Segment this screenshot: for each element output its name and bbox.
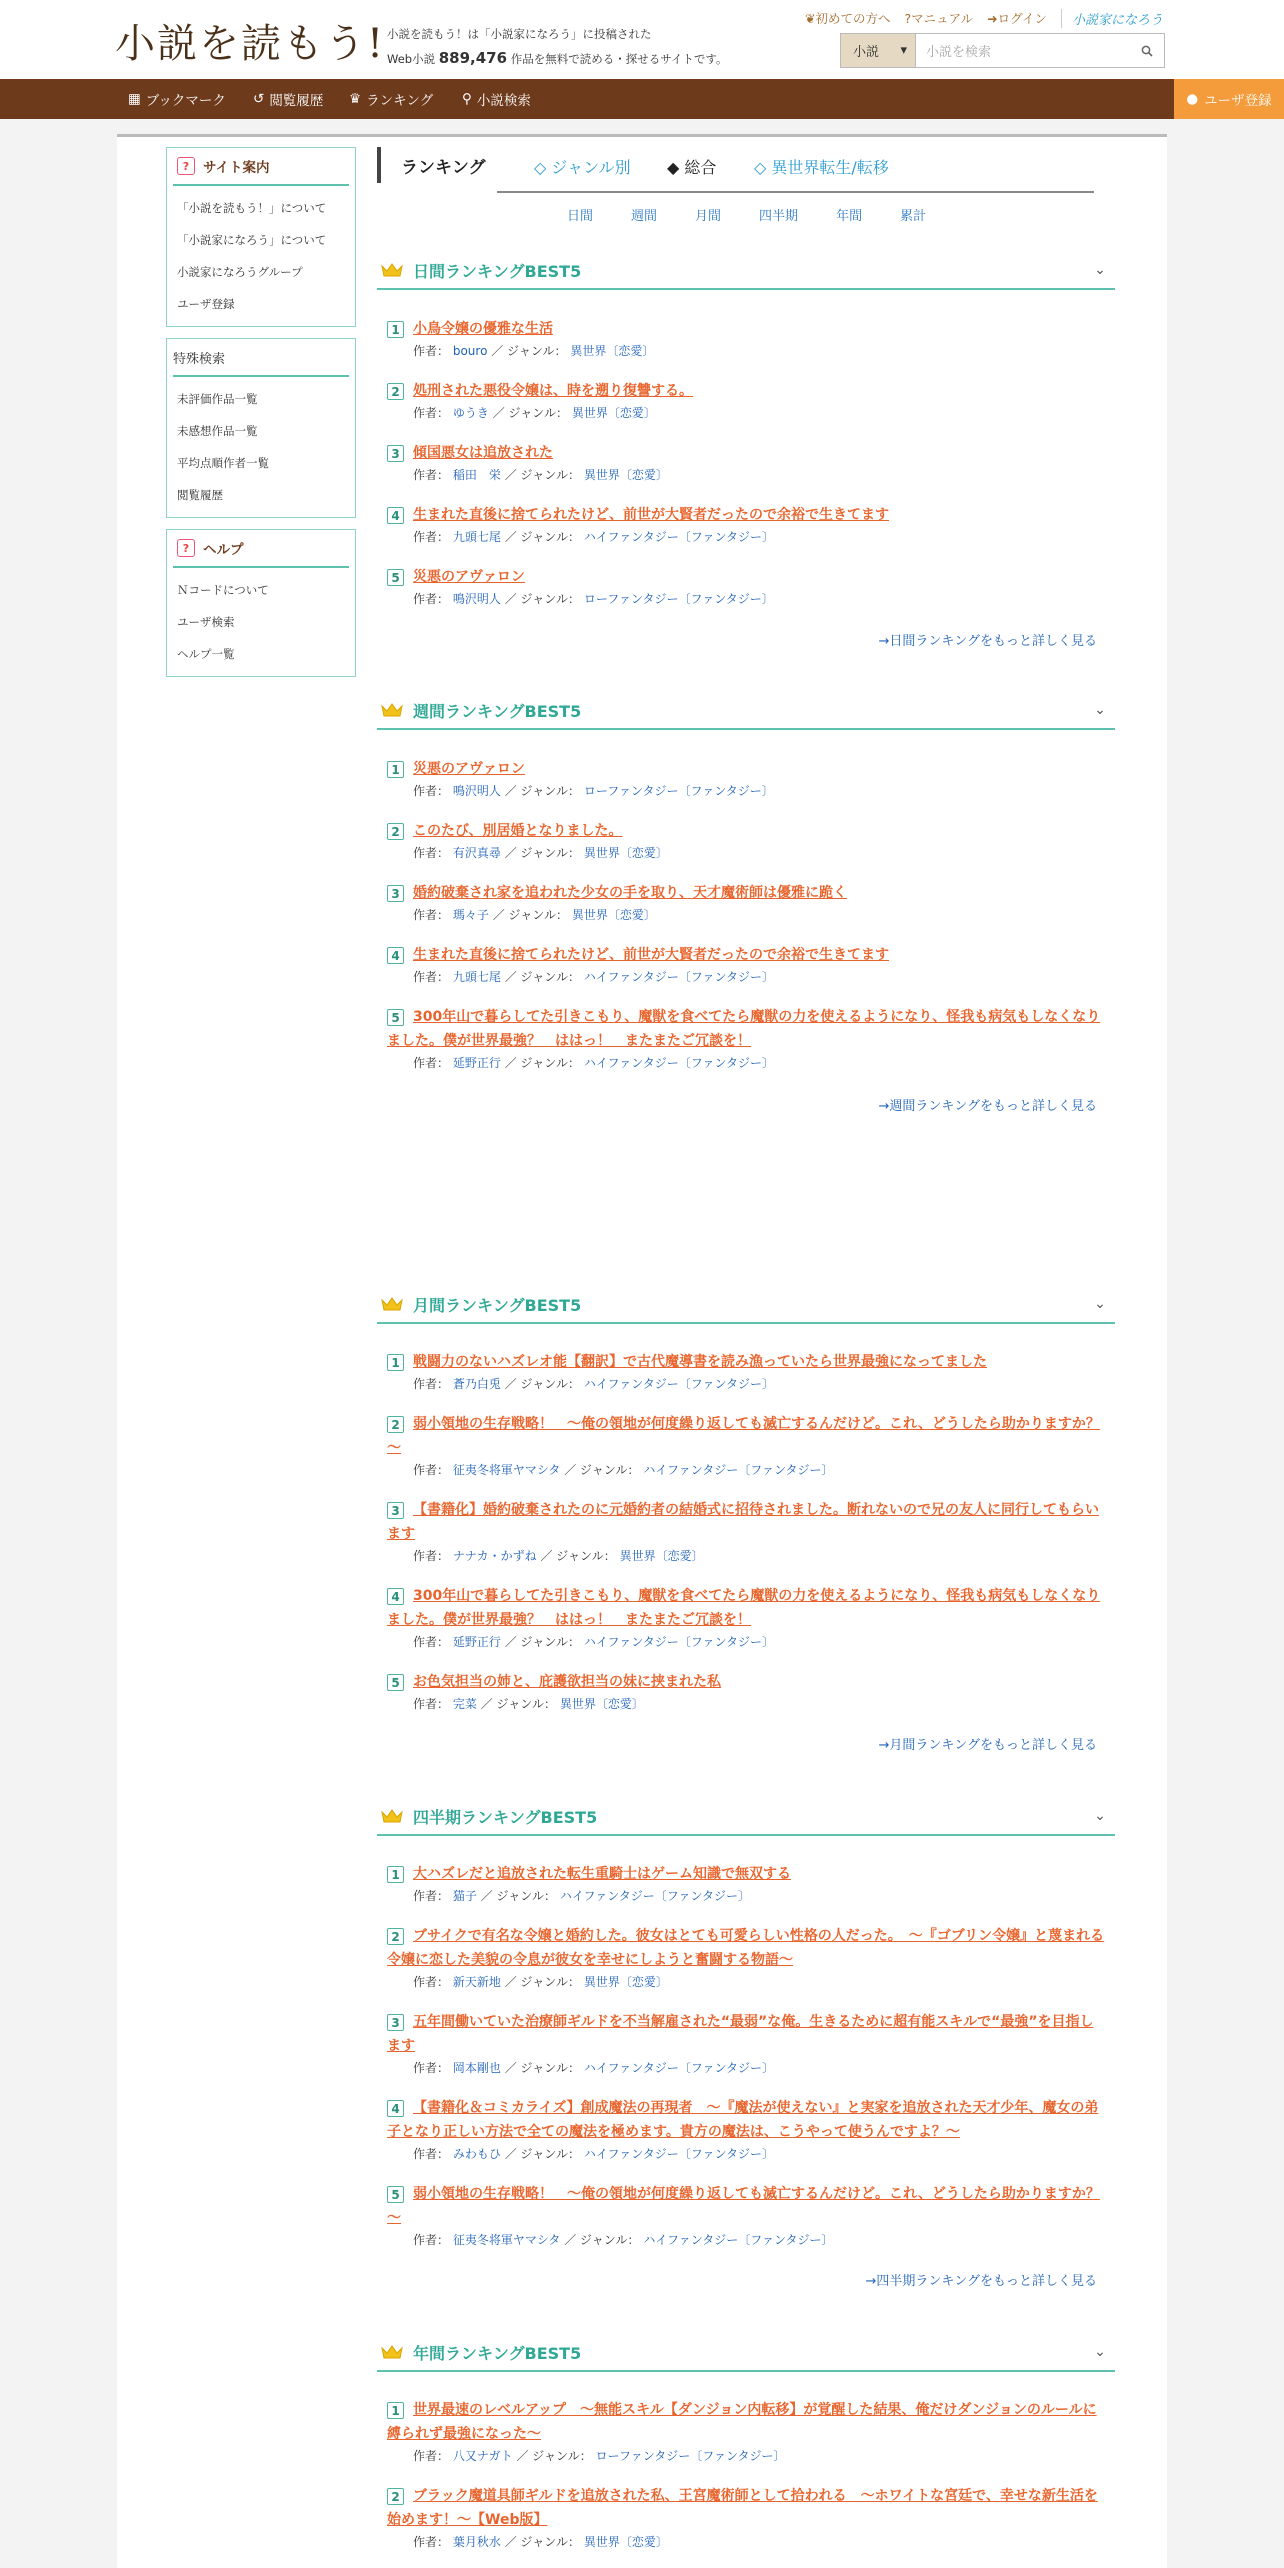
novel-title-link[interactable]: 1 戦闘力のないハズレオ能【翻訳】で古代魔導書を読み漁っていたら世界最強になってました bbox=[387, 1350, 1107, 1374]
meta-separator: ／ bbox=[480, 1889, 493, 1903]
author-link[interactable]: bouro bbox=[452, 344, 488, 358]
crown-icon bbox=[381, 1296, 403, 1312]
author-link[interactable]: 延野正行 bbox=[452, 1635, 501, 1649]
section-title: 月間ランキングBEST5 bbox=[413, 1295, 582, 1315]
novel-meta bbox=[387, 589, 1107, 609]
author-link[interactable]: 九頭七尾 bbox=[452, 530, 501, 544]
genre-link[interactable]: ハイファンタジー〔ファンタジー〕 bbox=[643, 1463, 834, 1477]
author-link[interactable]: 瑪々子 bbox=[452, 908, 489, 922]
rank-number: 2 bbox=[387, 2488, 404, 2505]
nav-search[interactable]: ⚲ 小説検索 bbox=[462, 91, 531, 109]
genre-link[interactable]: ハイファンタジー〔ファンタジー〕 bbox=[583, 970, 775, 984]
author-label: 作者： bbox=[413, 344, 450, 358]
crown-icon bbox=[381, 702, 403, 718]
crown-icon: ♛ bbox=[349, 91, 362, 107]
novel-title-link[interactable]: 2 ブラック魔道具師ギルドを追放された私、王宮魔術師として拾われる ～ホワイトな宮廷で、幸せな新生活を始めます！～【Web版】 bbox=[387, 2488, 1098, 2528]
novel-meta bbox=[387, 781, 1107, 801]
rank-number: 1 bbox=[387, 761, 404, 778]
genre-link[interactable]: 異世界〔恋愛〕 bbox=[619, 1549, 704, 1563]
tab-genre[interactable]: ◇ ジャンル別 bbox=[534, 158, 631, 177]
meta-separator: ／ bbox=[504, 1975, 517, 1989]
meta-separator: ／ bbox=[504, 1377, 517, 1391]
author-label: 作者： bbox=[413, 1635, 450, 1649]
author-link[interactable]: 完菜 bbox=[452, 1697, 477, 1711]
author-link[interactable]: 新天新地 bbox=[452, 1975, 501, 1989]
ranking-item bbox=[387, 565, 1107, 609]
novel-meta bbox=[387, 967, 1107, 987]
sidebar-item-narou-group[interactable]: 小説家になろうグループ bbox=[177, 265, 303, 279]
author-label: 作者： bbox=[413, 406, 450, 420]
ranking-item bbox=[387, 943, 1107, 987]
more-ranking-link[interactable]: →月間ランキングをもっと詳しく見る bbox=[878, 1738, 1097, 1753]
genre-link[interactable]: ローファンタジー〔ファンタジー〕 bbox=[583, 784, 774, 798]
narou-brand-link[interactable]: 小説家になろう bbox=[1061, 9, 1163, 28]
genre-label: ジャンル： bbox=[520, 784, 580, 798]
search-input[interactable]: 小説を検索 bbox=[926, 45, 992, 60]
genre-label: ジャンル： bbox=[520, 2147, 580, 2161]
author-link[interactable]: 征夷冬将軍ヤマシタ bbox=[452, 2233, 561, 2247]
period-monthly[interactable]: 月間 bbox=[695, 209, 722, 224]
rank-number: 1 bbox=[387, 321, 404, 338]
novel-meta bbox=[387, 1694, 1107, 1714]
genre-label: ジャンル： bbox=[520, 2535, 580, 2549]
author-label: 作者： bbox=[413, 2061, 450, 2075]
site-description bbox=[387, 22, 728, 71]
genre-link[interactable]: ローファンタジー〔ファンタジー〕 bbox=[583, 592, 774, 606]
author-label: 作者： bbox=[413, 468, 450, 482]
novel-title-link[interactable]: 4 生まれた直後に捨てられたけど、前世が大賢者だったので余裕で生きてます bbox=[387, 943, 1107, 967]
meta-separator: ／ bbox=[516, 2449, 529, 2463]
genre-label: ジャンル： bbox=[520, 468, 580, 482]
genre-link[interactable]: ハイファンタジー〔ファンタジー〕 bbox=[583, 2061, 775, 2075]
ranking-item bbox=[387, 503, 1107, 547]
novel-title-link[interactable]: 3 婚約破棄され家を追われた少女の手を取り、天才魔術師は優雅に跪く bbox=[387, 881, 1107, 905]
novel-title-link[interactable]: 5 弱小領地の生存戦略！ ～俺の領地が何度繰り返しても滅亡するんだけど。これ、どうしたら助かりますか？～ bbox=[387, 2186, 1100, 2226]
author-label: 作者： bbox=[413, 1697, 450, 1711]
genre-link[interactable]: 異世界〔恋愛〕 bbox=[583, 846, 668, 860]
novel-title-link[interactable]: 3 【書籍化】婚約破棄されたのに元婚約者の結婚式に招待されました。断れないので兄の友人に同行してもらいます bbox=[387, 1502, 1099, 1542]
meta-separator: ／ bbox=[480, 1697, 493, 1711]
site-header bbox=[0, 0, 1284, 79]
sidebar-item-help-list[interactable]: ヘルプ一覧 bbox=[177, 647, 235, 661]
section-title: 日間ランキングBEST5 bbox=[413, 261, 582, 281]
ranking-item bbox=[387, 317, 1107, 361]
section-title: 週間ランキングBEST5 bbox=[413, 701, 582, 721]
ranking-item bbox=[387, 1412, 1107, 1480]
novel-title-link[interactable]: 4 生まれた直後に捨てられたけど、前世が大賢者だったので余裕で生きてます bbox=[387, 503, 1107, 527]
nav-history[interactable]: ↺ 閲覧履歴 bbox=[253, 91, 324, 109]
ranking-item bbox=[387, 1350, 1107, 1394]
novel-meta bbox=[387, 1460, 1107, 1480]
genre-label: ジャンル： bbox=[520, 846, 580, 860]
sidebar-item-user-register[interactable]: ユーザ登録 bbox=[177, 297, 235, 311]
novel-meta bbox=[387, 843, 1107, 863]
site-logo[interactable]: 小説を読もう! bbox=[115, 21, 386, 67]
user-register-button[interactable]: ● ユーザ登録 bbox=[1174, 79, 1284, 119]
ranking-item bbox=[387, 2096, 1107, 2164]
novel-meta bbox=[387, 1972, 1107, 1992]
novel-title-link[interactable]: 3 五年間働いていた治療師ギルドを不当解雇された“最弱”な俺。生きるために超有能スキルで“最強”を目指します bbox=[387, 2014, 1094, 2054]
genre-link[interactable]: 異世界〔恋愛〕 bbox=[571, 908, 656, 922]
more-ranking-link[interactable]: →四半期ランキングをもっと詳しく見る bbox=[865, 2274, 1097, 2289]
meta-separator: ／ bbox=[492, 406, 505, 420]
novel-meta bbox=[387, 1632, 1107, 1652]
login-icon: ➜ bbox=[987, 11, 998, 26]
meta-separator: ／ bbox=[504, 1635, 517, 1649]
crown-icon bbox=[381, 1808, 403, 1824]
meta-separator: ／ bbox=[504, 468, 517, 482]
meta-separator: ／ bbox=[504, 846, 517, 860]
ranking-item bbox=[387, 1924, 1107, 1992]
author-label: 作者： bbox=[413, 1377, 450, 1391]
rank-number: 5 bbox=[387, 569, 404, 586]
genre-label: ジャンル： bbox=[520, 592, 580, 606]
genre-link[interactable]: ハイファンタジー〔ファンタジー〕 bbox=[583, 1635, 775, 1649]
genre-link[interactable]: ハイファンタジー〔ファンタジー〕 bbox=[583, 1377, 775, 1391]
rank-number: 3 bbox=[387, 2014, 404, 2031]
chevron-down-icon[interactable]: ⌄ bbox=[1094, 1296, 1106, 1312]
more-ranking-link[interactable]: →日間ランキングをもっと詳しく見る bbox=[878, 634, 1097, 649]
chevron-down-icon[interactable]: ⌄ bbox=[1094, 2344, 1106, 2360]
novel-meta bbox=[387, 2446, 1107, 2466]
ranking-item bbox=[387, 2010, 1107, 2078]
genre-label: ジャンル： bbox=[580, 2233, 640, 2247]
meta-separator: ／ bbox=[564, 2233, 577, 2247]
main-content bbox=[117, 137, 1167, 2568]
genre-label: ジャンル： bbox=[520, 1056, 580, 1070]
sidebar-item-ncode[interactable]: Ｎコードについて bbox=[177, 583, 269, 597]
more-ranking-link[interactable]: →週間ランキングをもっと詳しく見る bbox=[878, 1099, 1097, 1114]
meta-separator: ／ bbox=[504, 2061, 517, 2075]
meta-separator: ／ bbox=[540, 1549, 553, 1563]
top-links bbox=[805, 9, 1163, 28]
period-daily[interactable]: 日間 bbox=[567, 209, 594, 224]
site-description-line1: 小説を読もう！は「小説家になろう」に投稿された bbox=[387, 27, 652, 41]
novel-title-link[interactable]: 2 処刑された悪役令嬢は、時を遡り復讐する。 bbox=[387, 379, 1107, 403]
crown-icon bbox=[381, 262, 403, 278]
novel-count: 889,476 bbox=[438, 49, 508, 67]
user-icon: ● bbox=[1186, 91, 1199, 107]
rank-number: 4 bbox=[387, 2100, 404, 2117]
search-type-select[interactable]: 小説 ▾ bbox=[841, 34, 916, 67]
section-title: 年間ランキングBEST5 bbox=[413, 2343, 582, 2363]
site-description-line2 bbox=[387, 46, 728, 71]
genre-label: ジャンル： bbox=[508, 908, 568, 922]
author-label: 作者： bbox=[413, 592, 450, 606]
rank-number: 3 bbox=[387, 885, 404, 902]
sidebar-item-unrated[interactable]: 未評価作品一覧 bbox=[177, 392, 258, 406]
rank-number: 3 bbox=[387, 445, 404, 462]
tab-overall[interactable]: ◆ 総合 bbox=[667, 158, 717, 177]
novel-title-link[interactable]: 5 災悪のアヴァロン bbox=[387, 565, 1107, 589]
novel-title-link[interactable]: 5 お色気担当の姉と、庇護欲担当の妹に挟まれた私 bbox=[387, 1670, 1107, 1694]
author-label: 作者： bbox=[413, 784, 450, 798]
author-link[interactable]: 鳴沢明人 bbox=[452, 592, 501, 606]
novel-meta bbox=[387, 341, 1107, 361]
meta-separator: ／ bbox=[504, 2535, 517, 2549]
sidebar-item-about-yomou[interactable]: 「小説を読もう！」について bbox=[177, 201, 327, 215]
author-link[interactable]: 葉月秋水 bbox=[452, 2535, 501, 2549]
author-label: 作者： bbox=[413, 1889, 450, 1903]
rank-number: 1 bbox=[387, 1354, 404, 1371]
chevron-down-icon[interactable]: ⌄ bbox=[1094, 262, 1106, 278]
meta-separator: ／ bbox=[504, 784, 517, 798]
novel-title-link[interactable]: 1 小鳥令嬢の優雅な生活 bbox=[387, 317, 1107, 341]
ranking-section-header[interactable] bbox=[377, 2334, 1115, 2372]
ranking-item bbox=[387, 2398, 1107, 2466]
search-button[interactable] bbox=[1130, 34, 1164, 67]
novel-title-link[interactable]: 4 300年山で暮らしてた引きこもり、魔獣を食べてたら魔獣の力を使えるようになり、怪我も病気もしなくなりました。僕が世界最強？ ははっ！ またまたご冗談を！ bbox=[387, 1588, 1101, 1628]
genre-link[interactable]: ローファンタジー〔ファンタジー〕 bbox=[595, 2449, 786, 2463]
chevron-down-icon: ▾ bbox=[900, 43, 907, 58]
chevron-down-icon[interactable]: ⌄ bbox=[1094, 702, 1106, 718]
rank-number: 3 bbox=[387, 1502, 404, 1519]
genre-link[interactable]: ハイファンタジー〔ファンタジー〕 bbox=[559, 1889, 751, 1903]
sidebar-item-avg-authors[interactable]: 平均点順作者一覧 bbox=[177, 456, 269, 470]
genre-label: ジャンル： bbox=[532, 2449, 592, 2463]
sidebar-guide bbox=[166, 147, 356, 327]
nav-bookmark[interactable]: ▦ ブックマーク bbox=[128, 91, 226, 109]
novel-meta bbox=[387, 905, 1107, 925]
search-icon bbox=[1141, 45, 1153, 57]
rank-number: 4 bbox=[387, 507, 404, 524]
period-weekly[interactable]: 週間 bbox=[631, 209, 658, 224]
novel-meta bbox=[387, 527, 1107, 547]
genre-label: ジャンル： bbox=[507, 344, 567, 358]
rank-number: 2 bbox=[387, 1928, 404, 1945]
novel-title-link[interactable]: 1 災悪のアヴァロン bbox=[387, 757, 1107, 781]
genre-label: ジャンル： bbox=[496, 1697, 556, 1711]
period-yearly[interactable]: 年間 bbox=[836, 209, 863, 224]
novel-meta bbox=[387, 2230, 1107, 2250]
tab-underline bbox=[497, 191, 1094, 193]
author-link[interactable]: 稲田 栄 bbox=[452, 468, 501, 482]
question-icon: ? bbox=[177, 539, 195, 557]
author-link[interactable]: 九頭七尾 bbox=[452, 970, 501, 984]
ranking-item bbox=[387, 1005, 1107, 1073]
author-label: 作者： bbox=[413, 1549, 450, 1563]
author-label: 作者： bbox=[413, 908, 450, 922]
sidebar-help bbox=[166, 529, 356, 677]
author-label: 作者： bbox=[413, 2449, 450, 2463]
ranking-tabbar bbox=[377, 147, 1094, 192]
book-icon: ❦ bbox=[804, 11, 816, 26]
list-icon: ▦ bbox=[128, 91, 141, 107]
novel-meta bbox=[387, 1886, 1107, 1906]
author-link[interactable]: 鳴沢明人 bbox=[452, 784, 501, 798]
author-label: 作者： bbox=[413, 2233, 450, 2247]
author-label: 作者： bbox=[413, 2147, 450, 2161]
sidebar-special bbox=[166, 338, 356, 518]
manual-link[interactable]: ?マニュアル bbox=[904, 11, 974, 26]
author-link[interactable]: 蒼乃白兎 bbox=[452, 1377, 501, 1391]
period-total[interactable]: 累計 bbox=[900, 209, 927, 224]
period-links bbox=[567, 205, 964, 224]
author-label: 作者： bbox=[413, 530, 450, 544]
login-link[interactable]: ➜ログイン bbox=[987, 11, 1047, 26]
ranking-section-header[interactable] bbox=[377, 252, 1115, 290]
author-label: 作者： bbox=[413, 1975, 450, 1989]
beginner-link[interactable]: ❦初めての方へ bbox=[804, 11, 891, 26]
crown-icon bbox=[381, 2344, 403, 2360]
genre-link[interactable]: 異世界〔恋愛〕 bbox=[570, 344, 655, 358]
genre-label: ジャンル： bbox=[496, 1889, 556, 1903]
ranking-item bbox=[387, 2182, 1107, 2250]
ranking-item bbox=[387, 441, 1107, 485]
sidebar-guide-title: ? サイト案内 bbox=[173, 148, 349, 186]
author-link[interactable]: ゆうき bbox=[452, 406, 489, 420]
author-link[interactable]: ナナカ・かずね bbox=[452, 1549, 537, 1563]
page-title: ランキング bbox=[377, 147, 497, 183]
author-label: 作者： bbox=[413, 846, 450, 860]
meta-separator: ／ bbox=[504, 592, 517, 606]
ranking-item bbox=[387, 1862, 1107, 1906]
genre-link[interactable]: ハイファンタジー〔ファンタジー〕 bbox=[583, 2147, 775, 2161]
rank-number: 4 bbox=[387, 1588, 404, 1605]
search-box bbox=[840, 33, 1165, 68]
rank-number: 2 bbox=[387, 823, 404, 840]
novel-title-link[interactable]: 1 大ハズレだと追放された転生重騎士はゲーム知識で無双する bbox=[387, 1862, 1107, 1886]
meta-separator: ／ bbox=[491, 344, 504, 358]
genre-link[interactable]: ハイファンタジー〔ファンタジー〕 bbox=[583, 1056, 775, 1070]
author-label: 作者： bbox=[413, 1056, 450, 1070]
novel-title-link[interactable]: 2 ブサイクで有名な令嬢と婚約した。彼女はとても可愛らしい性格の人だった。 ～『ゴブリン令嬢』と蔑まれる令嬢に恋した美貌の令息が彼女を幸せにしようと奮闘する物語～ bbox=[387, 1928, 1105, 1968]
chevron-down-icon[interactable]: ⌄ bbox=[1094, 1808, 1106, 1824]
author-link[interactable]: 猫子 bbox=[452, 1889, 477, 1903]
novel-title-link[interactable]: 5 300年山で暮らしてた引きこもり、魔獣を食べてたら魔獣の力を使えるようになり、怪我も病気もしなくなりました。僕が世界最強？ ははっ！ またまたご冗談を！ bbox=[387, 1009, 1101, 1049]
question-icon: ? bbox=[177, 157, 195, 175]
genre-link[interactable]: 異世界〔恋愛〕 bbox=[583, 468, 668, 482]
rank-number: 5 bbox=[387, 1009, 404, 1026]
genre-label: ジャンル： bbox=[520, 530, 580, 544]
ranking-item bbox=[387, 819, 1107, 863]
author-link[interactable]: みわもひ bbox=[452, 2147, 501, 2161]
novel-meta bbox=[387, 2144, 1107, 2164]
meta-separator: ／ bbox=[564, 1463, 577, 1477]
meta-separator: ／ bbox=[504, 530, 517, 544]
meta-separator: ／ bbox=[504, 970, 517, 984]
author-label: 作者： bbox=[413, 1463, 450, 1477]
desc-suffix: 作品を無料で読める・探せるサイトです。 bbox=[510, 52, 728, 66]
novel-meta bbox=[387, 2532, 1107, 2552]
sidebar-item-no-review[interactable]: 未感想作品一覧 bbox=[177, 424, 258, 438]
ranking-item bbox=[387, 757, 1107, 801]
ranking-item bbox=[387, 379, 1107, 423]
ranking-item bbox=[387, 1584, 1107, 1652]
novel-title-link[interactable]: 4 【書籍化＆コミカライズ】創成魔法の再現者 ～『魔法が使えない』と実家を追放された天才少年、魔女の弟子となり正しい方法で全ての魔法を極めます。貴方の魔法は、こうやって使うんですよ？～ bbox=[387, 2100, 1099, 2140]
rank-number: 1 bbox=[387, 2402, 404, 2419]
genre-link[interactable]: 異世界〔恋愛〕 bbox=[583, 1975, 668, 1989]
genre-label: ジャンル： bbox=[520, 970, 580, 984]
sidebar-item-about-narou[interactable]: 「小説家になろう」について bbox=[177, 233, 327, 247]
genre-label: ジャンル： bbox=[520, 1635, 580, 1649]
main-nav bbox=[0, 79, 1284, 119]
rank-number: 4 bbox=[387, 947, 404, 964]
novel-meta bbox=[387, 1546, 1107, 1566]
ranking-item bbox=[387, 1498, 1107, 1566]
novel-meta bbox=[387, 1053, 1107, 1073]
genre-label: ジャンル： bbox=[520, 2061, 580, 2075]
author-label: 作者： bbox=[413, 970, 450, 984]
genre-link[interactable]: 異世界〔恋愛〕 bbox=[583, 2535, 668, 2549]
meta-separator: ／ bbox=[492, 908, 505, 922]
tab-isekai[interactable]: ◇ 異世界転生/転移 bbox=[754, 158, 889, 177]
author-link[interactable]: 征夷冬将軍ヤマシタ bbox=[452, 1463, 561, 1477]
search-icon: ⚲ bbox=[462, 91, 472, 107]
genre-link[interactable]: ハイファンタジー〔ファンタジー〕 bbox=[583, 530, 775, 544]
author-link[interactable]: 延野正行 bbox=[452, 1056, 501, 1070]
rank-number: 5 bbox=[387, 2186, 404, 2203]
history-icon: ↺ bbox=[253, 91, 265, 107]
sidebar-special-title: 特殊検索 bbox=[173, 339, 349, 377]
nav-ranking[interactable]: ♛ ランキング bbox=[349, 91, 434, 109]
section-title: 四半期ランキングBEST5 bbox=[413, 1807, 598, 1827]
ranking-item bbox=[387, 881, 1107, 925]
author-link[interactable]: 八又ナガト bbox=[452, 2449, 513, 2463]
ranking-section-header[interactable] bbox=[377, 1798, 1115, 1836]
rank-number: 1 bbox=[387, 1866, 404, 1883]
genre-label: ジャンル： bbox=[556, 1549, 616, 1563]
genre-link[interactable]: ハイファンタジー〔ファンタジー〕 bbox=[643, 2233, 834, 2247]
rank-number: 2 bbox=[387, 383, 404, 400]
genre-link[interactable]: 異世界〔恋愛〕 bbox=[559, 1697, 644, 1711]
desc-prefix: Web小説 bbox=[387, 52, 436, 66]
author-label: 作者： bbox=[413, 2535, 450, 2549]
genre-label: ジャンル： bbox=[520, 1377, 580, 1391]
question-icon: ? bbox=[904, 11, 912, 26]
novel-title-link[interactable]: 2 弱小領地の生存戦略！ ～俺の領地が何度繰り返しても滅亡するんだけど。これ、どうしたら助かりますか？～ bbox=[387, 1416, 1100, 1456]
ranking-section-header[interactable] bbox=[377, 692, 1115, 730]
ranking-item bbox=[387, 2484, 1107, 2552]
author-link[interactable]: 有沢真尋 bbox=[452, 846, 501, 860]
novel-title-link[interactable]: 2 このたび、別居婚となりました。 bbox=[387, 819, 1107, 843]
genre-link[interactable]: 異世界〔恋愛〕 bbox=[571, 406, 656, 420]
novel-meta bbox=[387, 1374, 1107, 1394]
meta-separator: ／ bbox=[504, 1056, 517, 1070]
genre-label: ジャンル： bbox=[580, 1463, 640, 1477]
ranking-item bbox=[387, 1670, 1107, 1714]
novel-meta bbox=[387, 465, 1107, 485]
genre-label: ジャンル： bbox=[520, 1975, 580, 1989]
novel-title-link[interactable]: 3 傾国悪女は追放された bbox=[387, 441, 1107, 465]
novel-meta bbox=[387, 403, 1107, 423]
novel-meta bbox=[387, 2058, 1107, 2078]
author-link[interactable]: 岡本剛也 bbox=[452, 2061, 501, 2075]
rank-number: 5 bbox=[387, 1674, 404, 1691]
rank-number: 2 bbox=[387, 1416, 404, 1433]
genre-label: ジャンル： bbox=[508, 406, 568, 420]
ranking-section-header[interactable] bbox=[377, 1286, 1115, 1324]
meta-separator: ／ bbox=[504, 2147, 517, 2161]
sidebar-item-user-search[interactable]: ユーザ検索 bbox=[177, 615, 235, 629]
sidebar-help-title: ? ヘルプ bbox=[173, 530, 349, 568]
period-quarterly[interactable]: 四半期 bbox=[759, 209, 799, 224]
sidebar-item-history[interactable]: 閲覧履歴 bbox=[177, 488, 223, 502]
novel-title-link[interactable]: 1 世界最速のレベルアップ ～無能スキル【ダンジョン内転移】が覚醒した結果、俺だけダンジョンのルールに縛られず最強になった～ bbox=[387, 2402, 1097, 2442]
